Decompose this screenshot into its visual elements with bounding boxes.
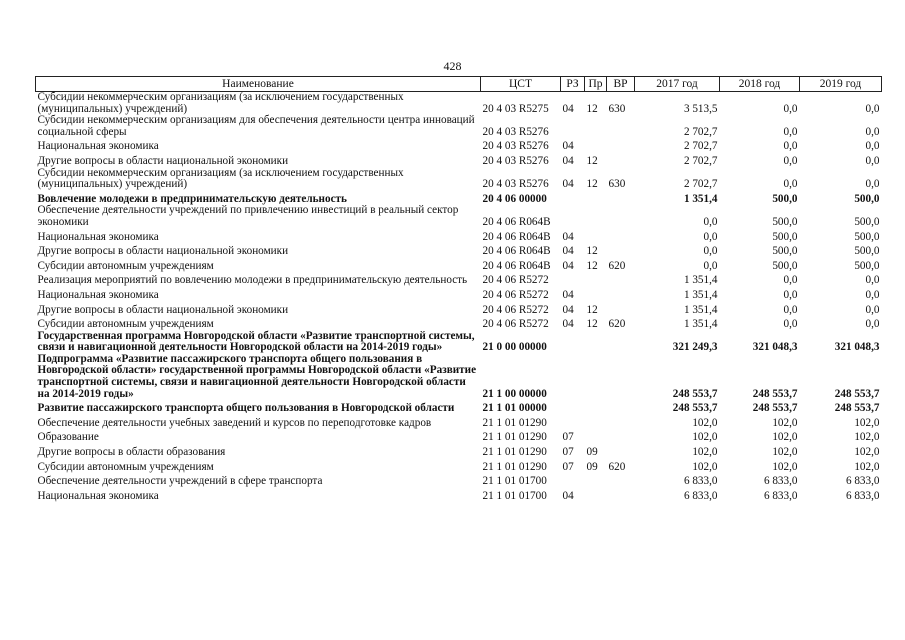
cell-rz: 04 <box>562 288 574 301</box>
cell-pr: 12 <box>586 178 598 191</box>
cell-cst: 21 1 00 00000 <box>482 387 547 400</box>
cell-y2019: 6 833,0 <box>845 475 880 488</box>
table-row <box>36 287 882 302</box>
cell-y2017: 2 702,7 <box>683 140 718 153</box>
table-row <box>36 168 882 191</box>
table-row <box>36 258 882 273</box>
cell-name: Субсидии автономным учреждениям <box>37 318 214 331</box>
cell-y2017: 321 249,3 <box>672 341 718 354</box>
cell-rz <box>561 331 585 354</box>
cell-y2019: 0,0 <box>865 178 880 191</box>
cell-vr <box>607 444 635 459</box>
cell-name: Образование <box>37 431 99 444</box>
cell-vr <box>607 287 635 302</box>
cell-name: Субсидии некоммерческим организациям (за исключением государственных (муниципальных) учреждений) <box>37 91 404 115</box>
table-row <box>36 243 882 258</box>
cell-rz: 04 <box>562 318 574 331</box>
cell-pr: 09 <box>586 460 598 473</box>
cell-name: Субсидии автономным учреждениям <box>37 259 214 272</box>
table-row <box>36 429 882 444</box>
header-vr: ВР <box>607 77 635 92</box>
cell-y2018: 0,0 <box>783 154 798 167</box>
table-row <box>36 272 882 287</box>
cell-vr: 620 <box>608 259 626 272</box>
cell-pr <box>585 429 607 444</box>
cell-y2018: 6 833,0 <box>763 489 798 502</box>
cell-y2018: 500,0 <box>772 259 798 272</box>
cell-y2017: 2 702,7 <box>683 178 718 191</box>
cell-pr <box>585 138 607 153</box>
cell-y2017: 102,0 <box>692 446 718 459</box>
cell-y2018: 102,0 <box>772 460 798 473</box>
cell-pr: 12 <box>586 245 598 258</box>
cell-y2018: 0,0 <box>783 303 798 316</box>
cell-y2019: 0,0 <box>865 303 880 316</box>
cell-pr: 09 <box>586 446 598 459</box>
cell-name: Вовлечение молодежи в предпринимательскую деятельность <box>37 192 347 205</box>
cell-pr <box>585 287 607 302</box>
cell-vr: 620 <box>608 460 626 473</box>
table-row <box>36 316 882 331</box>
cell-y2019: 500,0 <box>854 192 880 205</box>
table-row <box>36 459 882 474</box>
cell-vr <box>607 473 635 488</box>
cell-name: Субсидии автономным учреждениям <box>37 460 214 473</box>
cell-name: Другие вопросы в области образования <box>37 446 226 459</box>
cell-name: Другие вопросы в области национальной экономики <box>37 154 289 167</box>
cell-y2017: 102,0 <box>692 416 718 429</box>
cell-y2018: 0,0 <box>783 274 798 287</box>
cell-y2018: 0,0 <box>783 318 798 331</box>
cell-y2018: 500,0 <box>772 230 798 243</box>
cell-y2019: 6 833,0 <box>845 489 880 502</box>
table-row <box>36 229 882 244</box>
cell-y2018: 0,0 <box>783 288 798 301</box>
cell-y2018: 500,0 <box>772 245 798 258</box>
cell-y2019: 0,0 <box>865 140 880 153</box>
table-row <box>36 153 882 168</box>
cell-pr <box>585 415 607 430</box>
header-cst: ЦСТ <box>481 77 561 92</box>
cell-y2018: 248 553,7 <box>752 402 798 415</box>
cell-y2018: 6 833,0 <box>763 475 798 488</box>
cell-y2017: 0,0 <box>703 230 718 243</box>
cell-y2019: 500,0 <box>854 245 880 258</box>
cell-vr <box>607 138 635 153</box>
cell-y2019: 500,0 <box>854 259 880 272</box>
cell-y2017: 6 833,0 <box>683 475 718 488</box>
cell-pr <box>585 205 607 228</box>
cell-vr <box>607 331 635 354</box>
table-row <box>36 444 882 459</box>
cell-cst: 21 1 01 00000 <box>482 402 547 415</box>
cell-pr: 12 <box>586 318 598 331</box>
cell-rz <box>561 473 585 488</box>
cell-cst: 20 4 06 R064B <box>482 259 551 272</box>
cell-y2017: 0,0 <box>703 215 718 228</box>
cell-cst: 21 1 01 01290 <box>482 416 547 429</box>
cell-cst: 20 4 03 R5276 <box>482 178 549 191</box>
cell-y2018: 500,0 <box>772 215 798 228</box>
cell-y2019: 102,0 <box>854 431 880 444</box>
cell-y2017: 1 351,4 <box>683 192 718 205</box>
cell-rz: 04 <box>562 489 574 502</box>
cell-vr <box>607 191 635 206</box>
header-2018: 2018 год <box>720 77 800 92</box>
cell-vr <box>607 205 635 228</box>
cell-pr: 12 <box>586 154 598 167</box>
cell-cst: 21 1 01 01700 <box>482 489 547 502</box>
cell-cst: 20 4 06 R5272 <box>482 318 549 331</box>
header-name: Наименование <box>36 77 481 92</box>
cell-vr <box>607 302 635 317</box>
table-row <box>36 488 882 503</box>
cell-cst: 20 4 03 R5276 <box>482 154 549 167</box>
cell-y2017: 3 513,5 <box>683 102 718 115</box>
cell-vr <box>607 488 635 503</box>
cell-y2017: 6 833,0 <box>683 489 718 502</box>
cell-y2019: 102,0 <box>854 446 880 459</box>
cell-y2017: 1 351,4 <box>683 303 718 316</box>
cell-pr <box>585 229 607 244</box>
cell-rz: 04 <box>562 178 574 191</box>
cell-vr <box>607 243 635 258</box>
cell-y2019: 0,0 <box>865 274 880 287</box>
cell-vr <box>607 429 635 444</box>
cell-name: Развитие пассажирского транспорта общего пользования в Новгородской области <box>37 402 455 415</box>
cell-y2018: 102,0 <box>772 431 798 444</box>
cell-name: Национальная экономика <box>37 288 159 301</box>
cell-cst: 20 4 03 R5276 <box>482 125 549 138</box>
cell-cst: 21 1 01 01290 <box>482 431 547 444</box>
cell-y2019: 321 048,3 <box>834 341 880 354</box>
cell-y2017: 0,0 <box>703 259 718 272</box>
table-row <box>36 191 882 206</box>
cell-rz: 07 <box>562 446 574 459</box>
cell-pr <box>585 400 607 415</box>
cell-y2019: 248 553,7 <box>834 387 880 400</box>
table-row <box>36 115 882 138</box>
cell-y2017: 0,0 <box>703 245 718 258</box>
cell-y2017: 1 351,4 <box>683 318 718 331</box>
cell-cst: 21 1 01 01290 <box>482 446 547 459</box>
cell-vr: 630 <box>608 102 626 115</box>
cell-y2019: 0,0 <box>865 288 880 301</box>
cell-cst: 20 4 06 R5272 <box>482 288 549 301</box>
cell-name: Национальная экономика <box>37 230 159 243</box>
cell-rz <box>561 415 585 430</box>
cell-pr: 12 <box>586 259 598 272</box>
page-number: 428 <box>443 59 462 73</box>
cell-rz <box>561 272 585 287</box>
header-2019: 2019 год <box>800 77 882 92</box>
cell-vr <box>607 415 635 430</box>
cell-y2017: 2 702,7 <box>683 154 718 167</box>
cell-y2017: 2 702,7 <box>683 125 718 138</box>
cell-rz: 04 <box>562 245 574 258</box>
cell-y2019: 500,0 <box>854 215 880 228</box>
cell-y2019: 102,0 <box>854 416 880 429</box>
cell-y2017: 102,0 <box>692 431 718 444</box>
cell-pr <box>585 331 607 354</box>
cell-pr <box>585 488 607 503</box>
cell-pr <box>585 354 607 400</box>
table-row <box>36 302 882 317</box>
table-row <box>36 331 882 354</box>
cell-rz: 04 <box>562 140 574 153</box>
cell-y2018: 102,0 <box>772 416 798 429</box>
cell-rz: 04 <box>562 230 574 243</box>
cell-y2018: 248 553,7 <box>752 387 798 400</box>
cell-pr <box>585 272 607 287</box>
cell-y2018: 0,0 <box>783 102 798 115</box>
cell-pr <box>585 191 607 206</box>
cell-pr <box>585 473 607 488</box>
cell-name: Другие вопросы в области национальной экономики <box>37 303 289 316</box>
cell-name: Обеспечение деятельности учебных заведений и курсов по переподготовке кадров <box>37 416 432 429</box>
cell-name: Другие вопросы в области национальной экономики <box>37 245 289 258</box>
table-header-row <box>36 77 882 92</box>
cell-y2017: 102,0 <box>692 460 718 473</box>
cell-cst: 21 0 00 00000 <box>482 341 547 354</box>
cell-cst: 20 4 06 R064B <box>482 215 551 228</box>
cell-name: Подпрограмма «Развитие пассажирского транспорта общего пользования в Новгородской области» государственной программы Новгородской области «Развитие транспортной системы, связи и навигационной деятельности Новгородской области на 2014-2019 годы» <box>37 352 477 400</box>
cell-name: Национальная экономика <box>37 140 159 153</box>
header-pr: Пр <box>585 77 607 92</box>
cell-y2018: 500,0 <box>772 192 798 205</box>
cell-vr <box>607 115 635 138</box>
cell-y2019: 248 553,7 <box>834 402 880 415</box>
table-row <box>36 92 882 116</box>
table-row <box>36 415 882 430</box>
cell-name: Реализация мероприятий по вовлечению молодежи в предпринимательскую деятельность <box>37 274 468 287</box>
cell-vr <box>607 400 635 415</box>
cell-y2017: 1 351,4 <box>683 274 718 287</box>
cell-rz <box>561 354 585 400</box>
cell-rz: 04 <box>562 259 574 272</box>
cell-pr: 12 <box>586 102 598 115</box>
cell-rz <box>561 205 585 228</box>
cell-rz <box>561 400 585 415</box>
table-row <box>36 205 882 228</box>
cell-y2019: 102,0 <box>854 460 880 473</box>
cell-cst: 20 4 03 R5275 <box>482 102 549 115</box>
cell-y2019: 500,0 <box>854 230 880 243</box>
cell-cst: 20 4 06 00000 <box>482 192 547 205</box>
table-row <box>36 138 882 153</box>
cell-y2018: 0,0 <box>783 125 798 138</box>
cell-y2018: 321 048,3 <box>752 341 798 354</box>
cell-cst: 20 4 06 R064B <box>482 245 551 258</box>
header-2017: 2017 год <box>635 77 720 92</box>
cell-cst: 20 4 06 R064B <box>482 230 551 243</box>
cell-cst: 20 4 06 R5272 <box>482 274 549 287</box>
header-rz: РЗ <box>561 77 585 92</box>
cell-cst: 21 1 01 01290 <box>482 460 547 473</box>
cell-rz <box>561 115 585 138</box>
cell-rz: 07 <box>562 431 574 444</box>
cell-rz: 07 <box>562 460 574 473</box>
cell-name: Субсидии некоммерческим организациям для обеспечения деятельности центра инноваций социальной сферы <box>37 114 475 138</box>
cell-cst: 20 4 06 R5272 <box>482 303 549 316</box>
cell-rz: 04 <box>562 154 574 167</box>
cell-name: Субсидии некоммерческим организациям (за исключением государственных (муниципальных) учреждений) <box>37 166 404 191</box>
cell-y2019: 0,0 <box>865 318 880 331</box>
cell-name: Национальная экономика <box>37 489 159 502</box>
cell-vr: 620 <box>608 318 626 331</box>
budget-table <box>35 76 882 502</box>
cell-vr <box>607 272 635 287</box>
cell-rz <box>561 191 585 206</box>
table-row <box>36 400 882 415</box>
cell-y2018: 102,0 <box>772 446 798 459</box>
cell-y2019: 0,0 <box>865 102 880 115</box>
cell-y2017: 248 553,7 <box>672 402 718 415</box>
cell-y2018: 0,0 <box>783 140 798 153</box>
cell-y2019: 0,0 <box>865 154 880 167</box>
cell-name: Государственная программа Новгородской области «Развитие транспортной системы, связи и навигационной деятельности Новгородской области на 2014-2019 годы» <box>37 329 475 354</box>
table-row <box>36 473 882 488</box>
cell-pr: 12 <box>586 303 598 316</box>
cell-vr <box>607 153 635 168</box>
cell-rz: 04 <box>562 102 574 115</box>
cell-y2019: 0,0 <box>865 125 880 138</box>
table-body <box>36 92 882 503</box>
cell-y2018: 0,0 <box>783 178 798 191</box>
cell-vr <box>607 354 635 400</box>
cell-rz: 04 <box>562 303 574 316</box>
cell-vr <box>607 229 635 244</box>
cell-y2017: 248 553,7 <box>672 387 718 400</box>
cell-name: Обеспечение деятельности учреждений в сфере транспорта <box>37 475 323 488</box>
cell-y2017: 1 351,4 <box>683 288 718 301</box>
table-row <box>36 354 882 400</box>
cell-name: Обеспечение деятельности учреждений по привлечению инвестиций в реальный сектор экономики <box>37 204 459 228</box>
cell-cst: 20 4 03 R5276 <box>482 140 549 153</box>
cell-pr <box>585 115 607 138</box>
cell-vr: 630 <box>608 178 626 191</box>
cell-cst: 21 1 01 01700 <box>482 475 547 488</box>
